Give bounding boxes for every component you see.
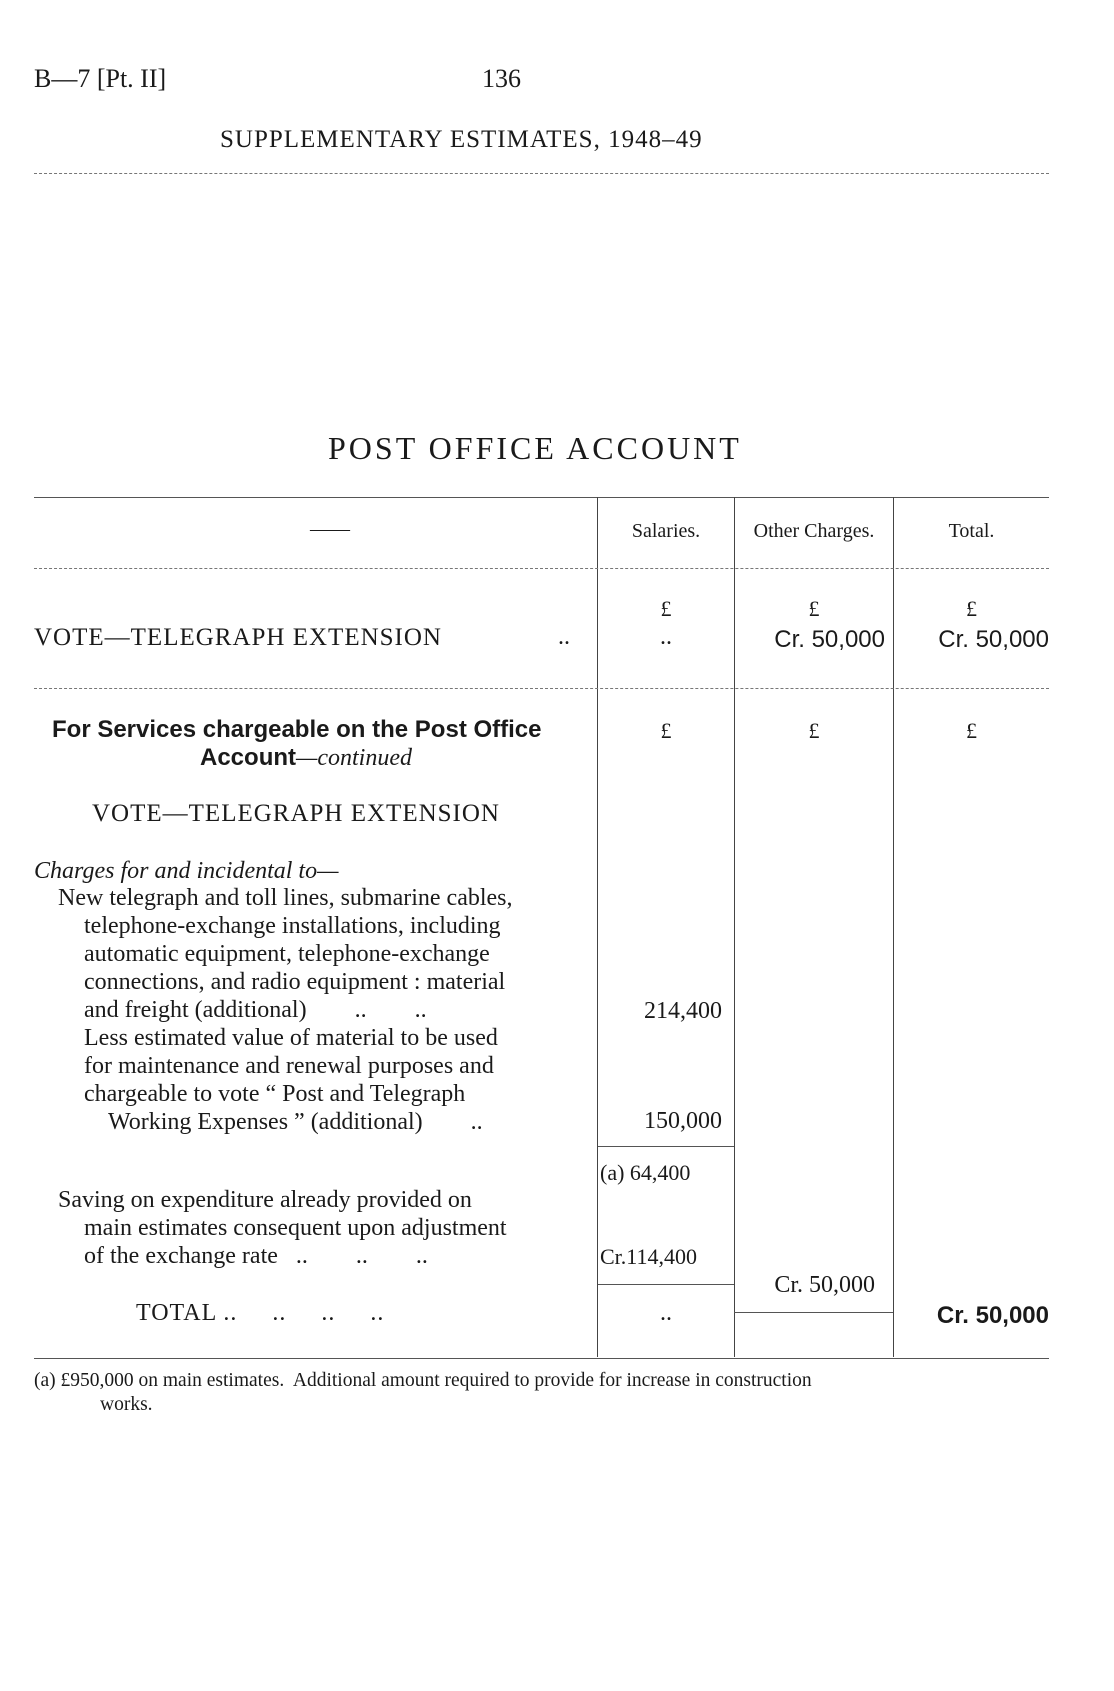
charges-intro: Charges for and incidental to— <box>34 858 339 884</box>
summary-label: VOTE—TELEGRAPH EXTENSION <box>34 624 442 651</box>
detail-currency-salaries: £ <box>660 718 672 743</box>
page-title: POST OFFICE ACCOUNT <box>328 430 742 466</box>
table-bottom-rule <box>34 1358 1049 1359</box>
item1-line: connections, and radio equipment : material <box>84 969 506 995</box>
saving-line: Saving on expenditure already provided on <box>58 1187 472 1213</box>
item2-line: Less estimated value of material to be used <box>84 1025 498 1051</box>
saving-text <box>34 1186 582 1270</box>
summary-currency-total: £ <box>966 596 977 621</box>
subtotal-rule <box>598 1146 734 1147</box>
subtotal-value-text: (a) 64,400 <box>600 1160 691 1185</box>
table-top-rule <box>34 497 1049 498</box>
detail-vote-title: VOTE—TELEGRAPH EXTENSION <box>92 800 500 827</box>
summary-currency-other: £ <box>808 596 820 621</box>
item2-value: 150,000 <box>644 1108 722 1134</box>
item1-line: automatic equipment, telephone-exchange <box>84 941 490 967</box>
detail-currency-total: £ <box>966 718 977 743</box>
footnote-line1: (a) £950,000 on main estimates. Additional amount required to provide for increase in construction <box>34 1370 812 1391</box>
header-salaries: Salaries. <box>631 520 701 542</box>
detail-heading-account: Account <box>200 744 296 771</box>
summary-other-charges-value: Cr. 50,000 <box>774 626 885 653</box>
item1-line: New telegraph and toll lines, submarine cables, <box>58 885 513 911</box>
summary-bottom-rule <box>34 688 1049 689</box>
detail-heading-continued: —continued <box>296 745 412 771</box>
total-label: TOTAL .. .. .. .. <box>136 1300 385 1326</box>
header-description: —— <box>310 518 350 540</box>
other-charges-rule <box>734 1312 893 1313</box>
item2-line: for maintenance and renewal purposes and <box>84 1053 494 1079</box>
header-total: Total. <box>948 520 995 542</box>
summary-leader: .. <box>558 624 570 650</box>
detail-heading-line2 <box>200 744 412 772</box>
item1-text <box>34 884 582 1024</box>
saving-line: main estimates consequent upon adjustment <box>84 1215 507 1241</box>
footnote-line2: works. <box>100 1394 153 1415</box>
item2-line: Working Expenses ” (additional) .. <box>108 1109 483 1135</box>
saving-rule <box>598 1284 734 1285</box>
total-value: Cr. 50,000 <box>936 1302 1049 1329</box>
item1-line: and freight (additional) .. .. <box>84 997 427 1023</box>
item1-value: 214,400 <box>644 998 722 1024</box>
summary-total-value: Cr. 50,000 <box>938 626 1049 653</box>
item1-line: telephone-exchange installations, including <box>84 913 501 939</box>
item2-line: chargeable to vote “ Post and Telegraph <box>84 1081 466 1107</box>
saving-value: Cr.114,400 <box>600 1244 697 1269</box>
detail-heading-line1: For Services chargeable on the Post Office <box>52 716 542 743</box>
item2-text <box>34 1024 582 1136</box>
header-rule <box>34 173 1049 174</box>
detail-currency-other: £ <box>808 718 820 743</box>
summary-salaries-value: .. <box>660 624 672 650</box>
page-ref: B—7 [Pt. II] <box>34 64 167 93</box>
subtotal-value <box>600 1160 690 1186</box>
saving-line: of the exchange rate .. .. .. <box>84 1243 428 1269</box>
summary-currency-salaries: £ <box>660 596 672 621</box>
other-charges-total-value: Cr. 50,000 <box>774 1272 875 1298</box>
header-bottom-rule <box>34 568 1049 569</box>
total-salaries-value: .. <box>660 1300 672 1326</box>
page-number: 136 <box>482 64 521 93</box>
header-other-charges: Other Charges. <box>753 520 875 542</box>
running-title: SUPPLEMENTARY ESTIMATES, 1948–49 <box>220 126 703 153</box>
